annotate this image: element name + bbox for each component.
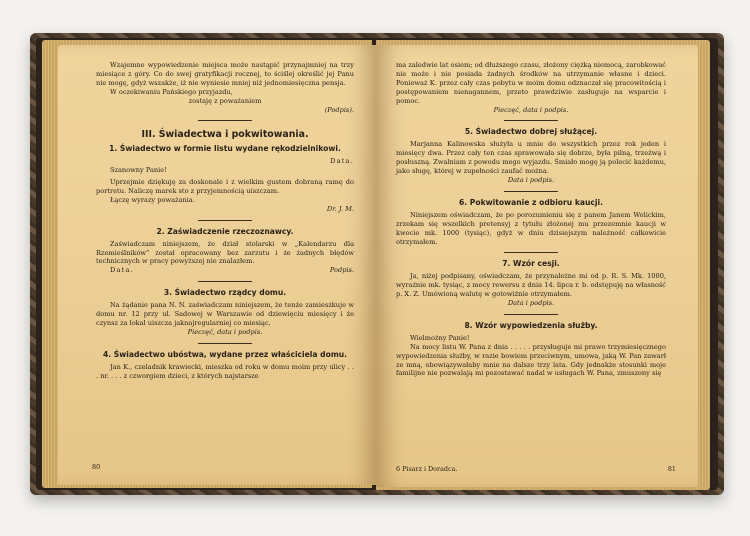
item-2-signature: Podpis. (329, 266, 354, 275)
item-3-footer: Pieczęć, data i podpis. (187, 327, 263, 336)
item-6-title: 6. Pokwitowanie z odbioru kaucji. (459, 197, 603, 207)
item-4-body: Jan K., czeladnik krawiecki, mieszka od roku w domu moim przy ulicy . . . nr. . . . z czworgiem dzieci, z których najstarsze (96, 362, 354, 380)
section-title: III. Świadectwa i pokwitowania. (141, 129, 309, 141)
divider (504, 314, 558, 315)
item-5-footer: Data i podpis. (507, 175, 555, 184)
divider (198, 220, 252, 221)
item-6-body: Niniejszem oświadczam, że po porozumieniu się z panem Janem Wolickim, zrzekam się wszelkich pretensyj z tytułu złożonej mu przezemnie kaucji w kwocie mk. 1000 (tysiąc), gdyż w dniu dzisiejszym należność całkowicie otrzymałem. (396, 210, 666, 246)
right-page-text (396, 61, 666, 378)
divider (504, 191, 558, 192)
letter-regards: zostaję z poważaniem (188, 96, 262, 105)
item-4-continued: ma zaledwie lat osiem; od dłuższego czasu, złożony ciężką niemocą, zarobkować nie może i nie posiada żadnych środków na utrzymanie własne i dzieci. Ponieważ K. przez cały czas pobytu w moim domu odznaczał się pracowitością i postępowaniem nienagannem, przeto prawdziwie zasługuje na wsparcie i pomoc. (396, 61, 666, 105)
item-2-body: Zaświadczam niniejszem, że dział stolarski w „Kalendarzu dla Rzemieślników” został opracowany bez zarzutu i że żadnych błędów technicznych w pracy powyższej nie znalazłem. (96, 239, 354, 266)
left-page (58, 45, 376, 485)
right-page (376, 45, 698, 487)
divider (198, 343, 252, 344)
item-4-footer: Pieczęć, data i podpis. (493, 105, 569, 114)
item-8-title: 8. Wzór wypowiedzenia służby. (464, 320, 598, 330)
item-7-body: Ja, niżej podpisany, oświadczam, że przynależne mi od p. R. S. Mk. 1000, wyraźnie mk. tysiąc, z mocy rewersu z dnia 14. lipca r. b. odstępuję na własność p. X. Z. Umówioną walutę w gotowiźnie otrzymałem. (396, 272, 666, 299)
item-7-title: 7. Wzór cesji. (502, 259, 560, 269)
item-8-salutation: Wielmożny Panie! (410, 333, 470, 342)
item-5-body: Marjanna Kalinowska służyła u mnie do wszystkich przez rok jeden i miesięcy dwa. Przez cały ten czas sprawowała się dobrze, była pilną, trzeźwą i posłuszną. Zwalniam z powodu mego wyjazdu. Śmiało mogę ją polecić każdemu, jako sługę, której w zupełności zaufać można. (396, 140, 666, 176)
letter-signature: (Podpis). (324, 105, 354, 114)
letter-paragraph: Wzajemne wypowiedzenie miejsca może nastąpić przynajmniej na trzy miesiące z góry. Co do swej gratyfikacji rocznej, to ściślej określić jej Panu nie mogę, gdyż wszakże, iż nie wyniesie mniej niż jednomiesięczna pensja. (96, 61, 354, 87)
item-2-footer (96, 266, 354, 275)
divider (504, 252, 558, 253)
item-1-date: Data. (330, 157, 354, 166)
letter-closing: W oczekiwaniu Pańskiego przyjazdu, (110, 87, 233, 96)
item-2-date: Data. (110, 266, 134, 275)
item-3-title: 3. Świadectwo rządcy domu. (163, 288, 287, 298)
item-2-title: 2. Zaświadczenie rzeczoznawcy. (156, 226, 294, 236)
item-1-signature: Dr. J. M. (326, 204, 354, 213)
item-5-title: 5. Świadectwo dobrej służącej. (464, 127, 598, 137)
item-1-salutation: Szanowny Panie! (110, 166, 167, 175)
item-1-title: 1. Świadectwo w formie listu wydane rękodzielnikowi. (109, 144, 341, 154)
item-8-body: Na mocy listu W. Pana z dnia . . . . . przysługuje mi prawo trzymiesięcznego wypowiedzenia służby, w razie bowiem przeciwnym, umowa, jaką W. Pan zawarł ze mną, obowiązywałaby mnie na dalsze trzy lata. Gdy jednakże stosunki moje familijne nie pozwalają mi pozostawać nadal w usługach W. Pana, zmuszony się (396, 342, 666, 378)
item-1-body: Uprzejmie dziękuję za doskonale i z wielkim gustem dobraną ramę do portretu. Naliczę marek sto z przyjemnością uiszczam. (96, 178, 354, 195)
divider (198, 281, 252, 282)
item-1-closing: Łączę wyrazy poważania. (110, 195, 195, 204)
item-7-footer: Data i podpis. (507, 299, 555, 308)
item-3-body: Na żądanie pana N. N. zaświadczam niniejszem, że tenże zamieszkuje w domu nr. 12 przy ul. Sadowej w Warszawie od dziewięciu miesięcy i że czynsz za lokal uiszcza jaknajregularniej co miesiąc. (96, 301, 354, 327)
item-4-title: 4. Świadectwo ubóstwa, wydane przez właściciela domu. (102, 349, 348, 359)
right-page-number: 81 (667, 465, 676, 473)
left-page-text (96, 61, 354, 380)
signature-mark: 6 Pisarz i Doradca. (396, 465, 458, 473)
divider (198, 120, 252, 121)
divider (504, 120, 558, 121)
left-page-number: 80 (92, 463, 101, 471)
